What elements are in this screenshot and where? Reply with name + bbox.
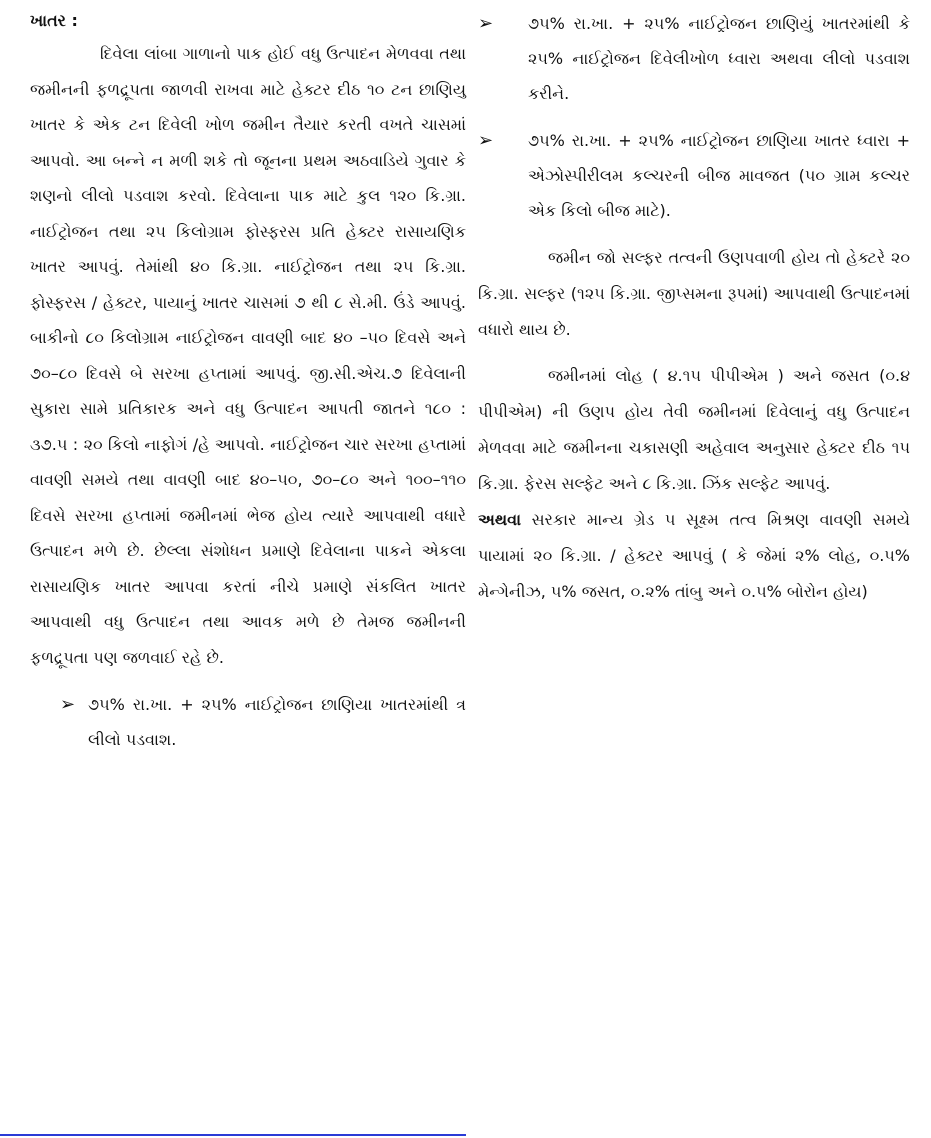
bottom-rule [0,1134,466,1136]
section-heading: ખાતર : [30,11,78,30]
right-column [478,6,910,610]
alternative-text: સરકાર માન્ય ગ્રેડ ૫ સૂક્ષ્મ તત્વ મિશ્રણ વાવણી સમયે પાયામાં ૨૦ કિ.ગ્રા. / હેક્ટર આપવું ( કે જેમાં ૨% લોહ, ૦.૫% મેન્ગેનીઝ, ૫% જસત, ૦.૨% તાંબુ અને ૦.૫% બોરોન હોય) [478,510,910,601]
list-item [478,123,910,228]
alternative-paragraph [478,502,910,610]
list-item [30,687,466,757]
arrow-bullet-icon: ➢ [478,130,494,151]
micronutrient-paragraph: જમીનમાં લોહ ( ૪.૧૫ પીપીએમ ) અને જસત (૦.૪ પીપીએમ) ની ઉણપ હોય તેવી જમીનમાં દિવેલાનું વધુ ઉત્પાદન મેળવવા માટે જમીનના ચકાસણી અહેવાલ અનુસાર હેક્ટર દીઠ ૧૫ કિ.ગ્રા. ફેરસ સલ્ફેટ અને ૮ કિ.ગ્રા. ઝિંક સલ્ફેટ આપવું. [478,366,910,493]
alternative-lead: અથવા [478,510,522,529]
bullet-text: ૭૫% રા.ખા. + ૨૫% નાઈટ્રોજન છાણિયું ખાતરમાંથી કે ૨૫% નાઈટ્રોજન દિવેલીખોળ ધ્વારા અથવા લીલો પડવાશ કરીને. [528,14,910,103]
arrow-bullet-icon: ➢ [60,694,76,715]
left-column [30,6,466,757]
bullet-text: ૭૫% રા.ખા. + ૨૫% નાઈટ્રોજન છાણિયા ખાતરમાંથી ત્ર લીલો પડવાશ. [88,695,466,749]
sulfur-paragraph: જમીન જો સલ્ફર તત્વની ઉણપવાળી હોય તો હેક્ટરે ૨૦ કિ.ગ્રા. સલ્ફર (૧૨૫ કિ.ગ્રા. જીપ્સમના રૂપમાં) આપવાથી ઉત્પાદનમાં વધારો થાય છે. [478,248,910,339]
list-item [478,6,910,111]
bullet-text: ૭૫% રા.ખા. + ૨૫% નાઈટ્રોજન છાણિયા ખાતર ધ્વારા + એઝોસ્પીરીલમ કલ્ચરની બીજ માવજત (૫૦ ગ્રામ કલ્ચર એક કિલો બીજ માટે). [528,131,910,220]
right-bullet-list [478,6,910,228]
left-paragraph: દિવેલા લાંબા ગાળાનો પાક હોઈ વધુ ઉત્પાદન મેળવવા તથા જમીનની ફળદ્રૂપતા જાળવી રાખવા માટે હેક્ટર દીઠ ૧૦ ટન છાણિયુ ખાતર કે એક ટન દિવેલી ખોળ જમીન તૈયાર કરતી વખતે ચાસમાં આપવો. આ બન્ને ન મળી શકે તો જૂનના પ્રથમ અઠવાડિયે ગુવાર કે શણનો લીલો પડવાશ કરવો. દિવેલાના પાક માટે કુલ ૧૨૦ કિ.ગ્રા. નાઈટ્રોજન તથા ૨૫ કિલોગ્રામ ફોસ્ફરસ પ્રતિ હેક્ટર રાસાયણિક ખાતર આપવું. તેમાંથી ૪૦ કિ.ગ્રા. નાઈટ્રોજન તથા ૨૫ કિ.ગ્રા. ફોસ્ફરસ / હેક્ટર, પાયાનું ખાતર ચાસમાં ૭ થી ૮ સે.મી. ઉંડે આપવું. બાકીનો ૮૦ કિલોગ્રામ નાઈટ્રોજન વાવણી બાદ ૪૦ –૫૦ દિવસે અને ૭૦–૮૦ દિવસે બે સરખા હપ્તામાં આપવું. જી.સી.એચ.૭ દિવેલાની સુકારા સામે પ્રતિકારક અને વધુ ઉત્પાદન આપતી જાતને ૧૮૦ : ૩૭.૫ : ૨૦ કિલો નાફોગં /હે આપવો. નાઈટ્રોજન ચાર સરખા હપ્તામાં વાવણી સમયે તથા વાવણી બાદ ૪૦–૫૦, ૭૦–૮૦ અને ૧૦૦–૧૧૦ દિવસે સરખા હપ્તામાં જમીનમાં ભેજ હોય ત્યારે આપવાથી વધારે ઉત્પાદન મળે છે. છેલ્લા સંશોધન પ્રમાણે દિવેલાના પાકને એકલા રાસાયણિક ખાતર આપવા કરતાં નીચે પ્રમાણે સંકલિત ખાતર આપવાથી વધુ ઉત્પાદન તથા આવક મળે છે તેમજ જમીનની ફળદ્રૂપતા પણ જળવાઈ રહે છે. [30,44,466,667]
left-bullet-list [30,687,466,757]
arrow-bullet-icon: ➢ [478,13,494,34]
